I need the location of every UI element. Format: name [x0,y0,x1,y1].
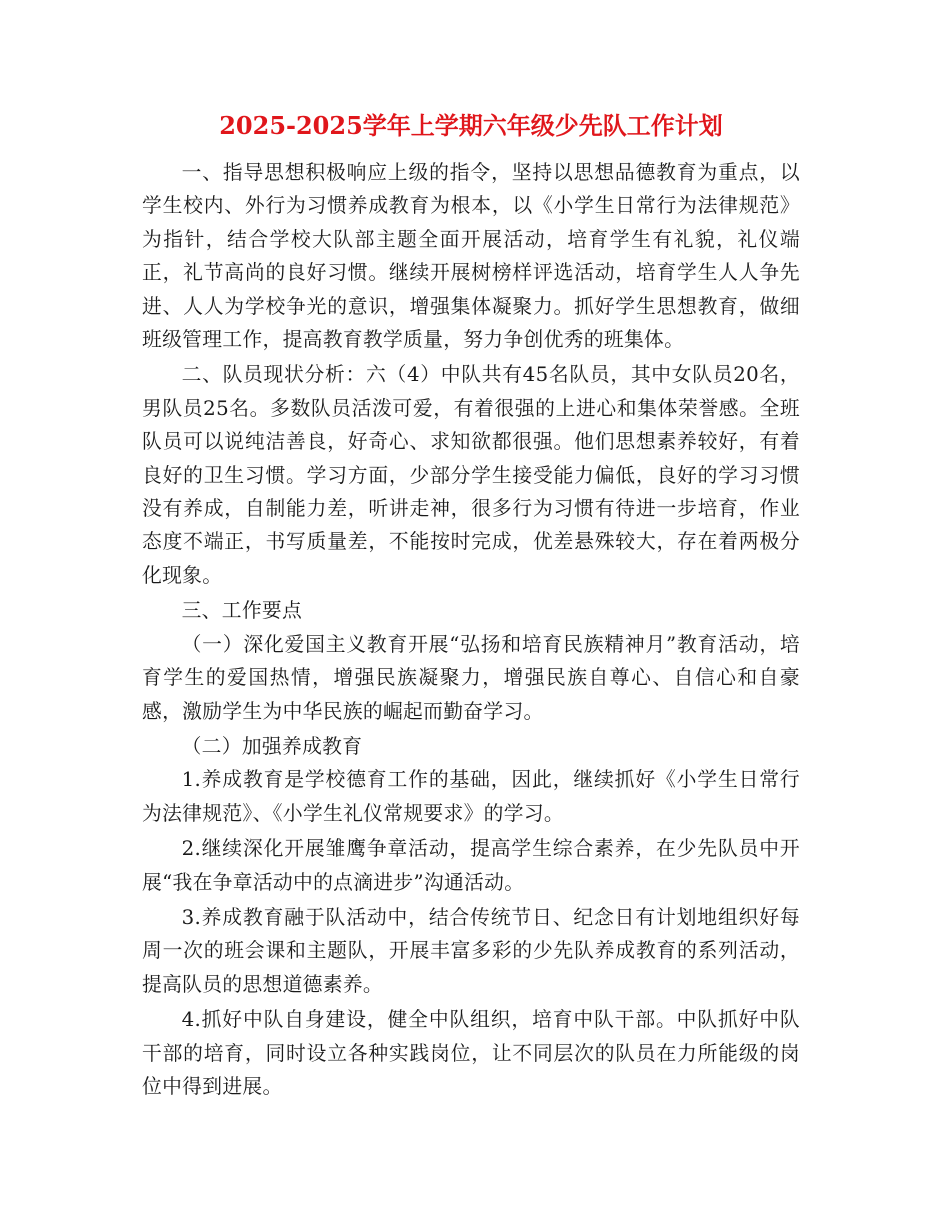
list-item-3: 3.养成教育融于队活动中，结合传统节日、纪念日有计划地组织好每周一次的班会课和主题队，开展丰富多彩的少先队养成教育的系列活动，提高队员的思想道德素养。 [142,905,800,996]
section-heading-work-points: 三、工作要点 [181,599,303,623]
subheading-habit-education: （二）加强养成教育 [181,734,363,758]
document-title: 2025-2025学年上学期六年级少先队工作计划 [219,111,723,140]
list-item-4: 4.抓好中队自身建设，健全中队组织，培育中队干部。中队抓好中队干部的培育，同时设立各种实践岗位，让不同层次的队员在力所能级的岗位中得到进展。 [142,1008,800,1098]
list-item-1: 1.养成教育是学校德育工作的基础，因此，继续抓好《小学生日常行为法律规范》、《小学生礼仪常规要求》的学习。 [142,768,800,825]
paragraph-patriotic-education: （一）深化爱国主义教育开展“弘扬和培育民族精神月”教育活动，培育学生的爱国热情，增强民族凝聚力，增强民族自尊心、自信心和自豪感，激励学生为中华民族的崛起而勤奋学习。 [142,632,800,723]
paragraph-member-analysis: 二、队员现状分析：六（4）中队共有45名队员，其中女队员20名，男队员25名。多数队员活泼可爱，有着很强的上进心和集体荣誉感。全班队员可以说纯洁善良，好奇心、求知欲都很强。他们思想素养较好，有着良好的卫生习惯。学习方面，少部分学生接受能力偏低，良好的学习习惯没有养成，自制能力差，听讲走神，很多行为习惯有待进一步培育，作业态度不端正，书写质量差，不能按时完成，优差悬殊较大，存在着两极分化现象。 [142,363,800,587]
paragraph-guiding-ideology: 一、指导思想积极响应上级的指令，坚持以思想品德教育为重点，以学生校内、外行为习惯养成教育为根本，以《小学生日常行为法律规范》为指针，结合学校大队部主题全面开展活动，培育学生有礼貌，礼仪端正，礼节高尚的良好习惯。继续开展树榜样评选活动，培育学生人人争先进、人人为学校争光的意识，增强集体凝聚力。抓好学生思想教育，做细班级管理工作，提高教育教学质量，努力争创优秀的班集体。 [142,161,800,352]
list-item-2: 2.继续深化开展雏鹰争章活动，提高学生综合素养，在少先队员中开展“我在争章活动中的点滴进步”沟通活动。 [142,837,800,894]
